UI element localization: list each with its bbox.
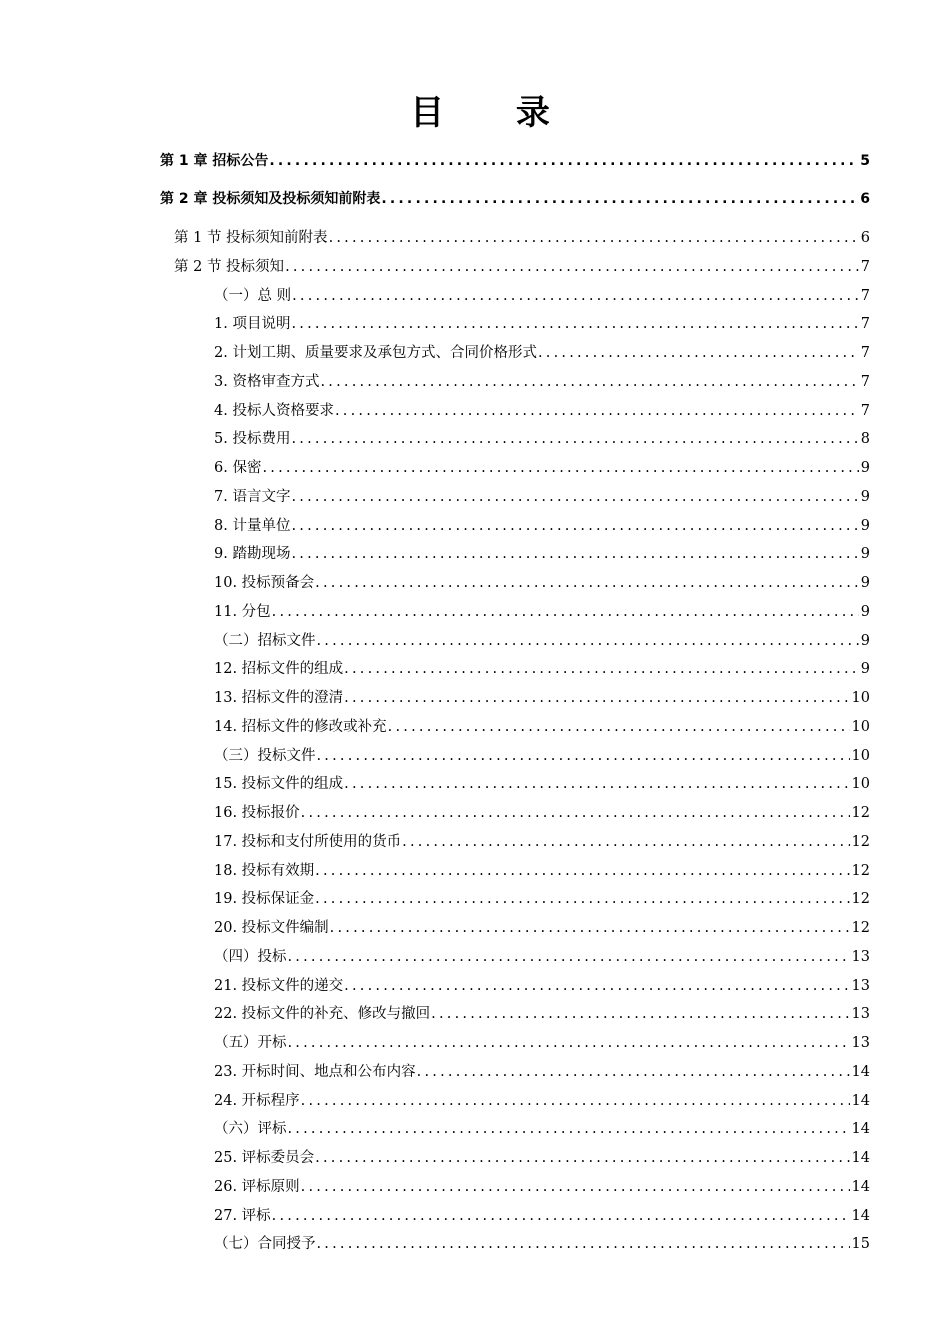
toc-dot-leader	[317, 631, 859, 651]
toc-entry[interactable]	[214, 1206, 870, 1226]
toc-page-number: 10	[851, 747, 870, 764]
toc-entry[interactable]	[160, 151, 870, 171]
toc-entry[interactable]	[214, 602, 870, 622]
toc-entry[interactable]	[214, 1234, 870, 1254]
toc-entry-label: 4. 投标人资格要求	[214, 402, 334, 419]
toc-dot-leader	[301, 1177, 850, 1197]
toc-entry[interactable]	[214, 401, 870, 421]
toc-entry[interactable]	[214, 976, 870, 996]
toc-entry-label: （五）开标	[214, 1035, 287, 1051]
toc-dot-leader	[301, 1091, 850, 1111]
toc-entry-label: （二）招标文件	[214, 632, 316, 649]
toc-entry[interactable]	[214, 947, 870, 967]
toc-dot-leader	[344, 688, 849, 708]
toc-entry-label: （七）合同授予	[214, 1236, 316, 1253]
toc-dot-leader	[315, 889, 849, 909]
toc-entry[interactable]	[214, 717, 870, 737]
toc-page-number: 12	[851, 833, 870, 850]
toc-entry[interactable]	[214, 1004, 870, 1024]
toc-entry-label: 22. 投标文件的补充、修改与撤回	[214, 1006, 431, 1023]
toc-page-number: 9	[860, 632, 870, 649]
toc-entry[interactable]	[214, 1148, 870, 1168]
toc-entry-label: 25. 评标委员会	[214, 1150, 315, 1166]
toc-page-number: 13	[851, 948, 870, 965]
toc-page-number: 12	[851, 862, 870, 879]
toc-entry-label: 19. 投标保证金	[214, 891, 315, 908]
toc-entry-label: 16. 投标报价	[214, 805, 300, 821]
toc-dot-leader	[291, 516, 858, 536]
toc-page-number: 5	[860, 153, 870, 169]
toc-dot-leader	[402, 832, 849, 852]
toc-dot-leader	[315, 573, 859, 593]
toc-page-number: 13	[851, 1006, 870, 1023]
toc-dot-leader	[288, 947, 850, 967]
toc-page-number: 9	[860, 546, 870, 563]
toc-dot-leader	[288, 1119, 850, 1139]
toc-dot-leader	[288, 1033, 850, 1053]
toc-page-number: 14	[851, 1092, 870, 1109]
toc-entry-label: （四）投标	[214, 948, 287, 965]
toc-entry[interactable]	[214, 803, 870, 823]
toc-entry-label: 第 2 节 投标须知	[174, 258, 285, 275]
toc-entry-label: 24. 开标程序	[214, 1092, 300, 1109]
toc-page-number: 8	[860, 431, 870, 448]
toc-page-number: 6	[860, 191, 870, 207]
toc-entry-label: 9. 踏勘现场	[214, 546, 291, 563]
toc-entry-label: （六）评标	[214, 1121, 287, 1138]
toc-page-number: 13	[851, 977, 870, 994]
toc-entry[interactable]	[214, 659, 870, 679]
toc-page-number: 14	[851, 1150, 870, 1166]
toc-page-number: 9	[860, 488, 870, 505]
toc-entry-label: 21. 投标文件的递交	[214, 977, 344, 994]
toc-dot-leader	[315, 861, 849, 881]
toc-entry[interactable]	[214, 1062, 870, 1082]
toc-dot-leader	[292, 286, 859, 306]
toc-entry[interactable]	[214, 832, 870, 852]
toc-entry[interactable]	[214, 286, 870, 306]
toc-dot-leader	[388, 717, 850, 737]
toc-entry[interactable]	[214, 343, 870, 363]
toc-entry[interactable]	[214, 918, 870, 938]
toc-title: 目 录	[410, 93, 580, 133]
toc-page-number: 13	[851, 1035, 870, 1051]
toc-entry[interactable]	[214, 314, 870, 334]
toc-entry[interactable]	[174, 257, 870, 277]
toc-page-number: 7	[860, 345, 870, 361]
toc-entry[interactable]	[214, 889, 870, 909]
toc-dot-leader	[330, 918, 850, 938]
toc-page-number: 12	[851, 920, 870, 936]
toc-dot-leader	[317, 746, 850, 766]
toc-page-number: 9	[860, 517, 870, 534]
toc-dot-leader	[344, 774, 849, 794]
toc-entry[interactable]	[214, 429, 870, 449]
toc-page-number: 14	[851, 1207, 870, 1224]
toc-entry[interactable]	[174, 228, 870, 248]
toc-entry[interactable]	[160, 189, 870, 209]
toc-dot-leader	[301, 803, 850, 823]
toc-dot-leader	[291, 487, 858, 507]
toc-entry-label: 13. 招标文件的澄清	[214, 690, 344, 706]
toc-entry[interactable]	[214, 631, 870, 651]
toc-entry-label: （三）投标文件	[214, 747, 316, 764]
toc-entry-label: 17. 投标和支付所使用的货币	[214, 833, 402, 850]
toc-page-number: 9	[860, 575, 870, 591]
toc-dot-leader	[269, 151, 858, 171]
toc-dot-leader	[538, 343, 859, 363]
toc-entry-label: 第 1 章 招标公告	[160, 153, 269, 169]
toc-dot-leader	[262, 458, 858, 478]
toc-entry[interactable]	[214, 1033, 870, 1053]
toc-page-number: 9	[860, 460, 870, 476]
toc-dot-leader	[291, 314, 858, 334]
toc-dot-leader	[344, 659, 859, 679]
toc-dot-leader	[317, 1234, 850, 1254]
toc-dot-leader	[315, 1148, 849, 1168]
toc-page-number: 7	[860, 402, 870, 419]
toc-page-number: 7	[860, 287, 870, 304]
toc-dot-leader	[272, 602, 859, 622]
toc-entry-label: 5. 投标费用	[214, 431, 291, 448]
toc-entry-label: 18. 投标有效期	[214, 862, 315, 879]
toc-dot-leader	[335, 401, 859, 421]
toc-dot-leader	[431, 1004, 849, 1024]
toc-entry-label: 7. 语言文字	[214, 488, 291, 505]
toc-entry-label: 1. 项目说明	[214, 316, 291, 333]
toc-page-number: 10	[851, 690, 870, 706]
toc-dot-leader	[320, 372, 858, 392]
toc-entry[interactable]	[214, 544, 870, 564]
toc-entry[interactable]	[214, 573, 870, 593]
toc-dot-leader	[272, 1206, 850, 1226]
toc-dot-leader	[291, 429, 858, 449]
toc-entry[interactable]	[214, 688, 870, 708]
toc-page-number: 10	[851, 718, 870, 735]
toc-dot-leader	[417, 1062, 850, 1082]
toc-entry-label: 23. 开标时间、地点和公布内容	[214, 1063, 416, 1080]
toc-entry[interactable]	[214, 487, 870, 507]
toc-entry[interactable]	[214, 372, 870, 392]
toc-entry[interactable]	[214, 1091, 870, 1111]
toc-page-number: 14	[851, 1178, 870, 1195]
toc-dot-leader	[344, 976, 849, 996]
toc-page-number: 12	[851, 805, 870, 821]
toc-dot-leader	[285, 257, 859, 277]
toc-dot-leader	[329, 228, 859, 248]
toc-page-number: 9	[860, 603, 870, 620]
toc-dot-leader	[381, 189, 858, 209]
toc-page-number: 14	[851, 1063, 870, 1080]
toc-entry-label: 26. 评标原则	[214, 1178, 300, 1195]
toc-page-number: 14	[851, 1121, 870, 1138]
toc-entry-label: 14. 招标文件的修改或补充	[214, 718, 387, 735]
toc-page-number: 7	[860, 258, 870, 275]
toc-entry-label: 3. 资格审查方式	[214, 373, 320, 390]
toc-entry-label: 27. 评标	[214, 1207, 271, 1224]
toc-entry-label: 12. 招标文件的组成	[214, 661, 344, 678]
toc-entry-label: 2. 计划工期、质量要求及承包方式、合同价格形式	[214, 345, 537, 361]
toc-entry-label: 6. 保密	[214, 460, 262, 476]
toc-entry[interactable]	[214, 861, 870, 881]
toc-page-number: 10	[851, 776, 870, 793]
toc-dot-leader	[291, 544, 858, 564]
toc-entry-label: 第 1 节 投标须知前附表	[174, 230, 328, 246]
toc-page-number: 6	[860, 230, 870, 246]
toc-entry[interactable]	[214, 458, 870, 478]
toc-page-number: 15	[851, 1236, 870, 1253]
toc-entry[interactable]	[214, 746, 870, 766]
toc-entry-label: 8. 计量单位	[214, 517, 291, 534]
toc-page-number: 12	[851, 891, 870, 908]
toc-entry-label: 10. 投标预备会	[214, 575, 315, 591]
toc-entry[interactable]	[214, 1177, 870, 1197]
toc-entry[interactable]	[214, 1119, 870, 1139]
toc-page-number: 7	[860, 316, 870, 333]
toc-entry[interactable]	[214, 516, 870, 536]
toc-page-number: 7	[860, 373, 870, 390]
toc-entry-label: 20. 投标文件编制	[214, 920, 329, 936]
toc-entry[interactable]	[214, 774, 870, 794]
toc-entry-label: 11. 分包	[214, 603, 271, 620]
toc-entry-label: （一）总 则	[214, 287, 292, 304]
toc-page-number: 9	[860, 661, 870, 678]
toc-entry-label: 15. 投标文件的组成	[214, 776, 344, 793]
toc-entry-label: 第 2 章 投标须知及投标须知前附表	[160, 191, 381, 207]
